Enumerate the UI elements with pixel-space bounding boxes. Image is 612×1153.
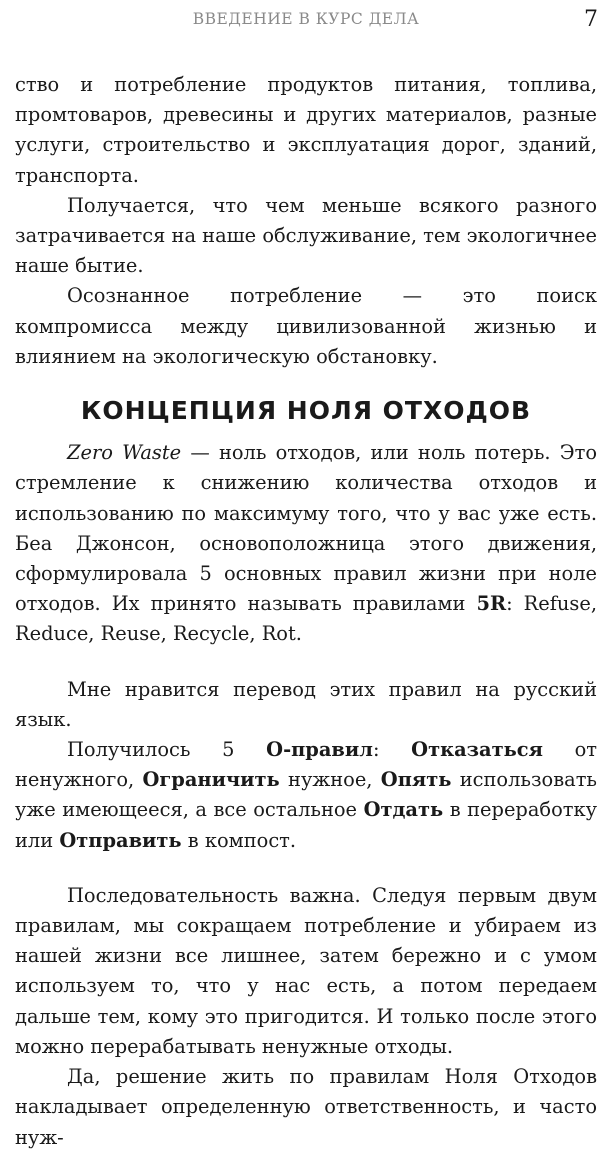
paragraph-2 <box>15 191 597 282</box>
rule-reuse: Опять <box>380 768 452 792</box>
paragraph-5 <box>15 675 597 735</box>
paragraph-1 <box>15 70 597 191</box>
paragraph-3 <box>15 281 597 372</box>
paragraph-6-text-b: : <box>372 738 412 762</box>
paragraph-6-text-c: от ненужного, <box>15 738 597 792</box>
rule-refuse: Отказаться <box>411 738 543 762</box>
5r-term: 5R <box>476 592 507 616</box>
paragraph-8 <box>15 1062 597 1153</box>
paragraph-8-text: Да, решение жить по правилам Ноля Отходов накладывает определенную ответственность, и часто нуж- <box>15 1065 597 1149</box>
paragraph-4 <box>15 438 597 649</box>
rule-reduce: Ограничить <box>142 768 280 792</box>
paragraph-6-text-f: в переработку или <box>15 798 598 852</box>
running-header: ВВЕДЕНИЕ В КУРС ДЕЛА <box>192 10 420 28</box>
zero-waste-term: Zero Waste <box>67 441 182 465</box>
paragraph-3-text: Осознанное потребление — это поиск компромисса между цивилизованной жизнью и влиянием на экологическую обстановку. <box>15 284 597 368</box>
rule-rot: Отправить <box>59 828 182 852</box>
paragraph-6-text-e: использовать уже имеющееся, а все остальное <box>15 768 597 822</box>
paragraph-2-text: Получается, что чем меньше всякого разного затрачивается на наше обслуживание, тем экологичнее наше бытие. <box>15 193 598 278</box>
paragraph-6-text-d: нужное, <box>279 768 381 792</box>
paragraph-7-text: Последовательность важна. Следуя первым двум правилам, мы сокращаем потребление и убираем из нашей жизни все лишнее, затем бережно и с умом используем то, что у нас есть, а потом передаем дальше тем, кому это пригодится. И только после этого можно перерабатывать ненужные отходы. <box>15 883 597 1058</box>
paragraph-6-text-a: Получилось 5 <box>67 738 267 762</box>
paragraph-7 <box>15 881 597 1062</box>
page-number: 7 <box>584 7 598 32</box>
o-rules-term: О-правил <box>266 738 373 762</box>
paragraph-6 <box>15 735 597 856</box>
body-text <box>15 70 597 1153</box>
rule-recycle: Отдать <box>363 798 444 822</box>
paragraph-1-text: ство и потребление продуктов питания, топлива, промтоваров, древесины и других материалов, разные услуги, строительство и эксплуатация дорог, зданий, транспорта. <box>15 73 597 187</box>
paragraph-4-text-a: — ноль отходов, или ноль потерь. Это стремление к снижению количества отходов и использованию по максимуму того, что у вас уже есть. Беа Джонсон, основоположница этого движения, сформулировала 5 основных правил жизни при ноле отходов. Их принято называть правилами <box>15 441 597 616</box>
paragraph-5-text: Мне нравится перевод этих правил на русский язык. <box>15 677 597 731</box>
paragraph-6-text-g: в компост. <box>181 828 297 852</box>
section-heading: КОНЦЕПЦИЯ НОЛЯ ОТХОДОВ <box>80 396 532 426</box>
paragraph-4-text-b: : Refuse, Reduce, Reuse, Recycle, Rot. <box>15 592 597 646</box>
